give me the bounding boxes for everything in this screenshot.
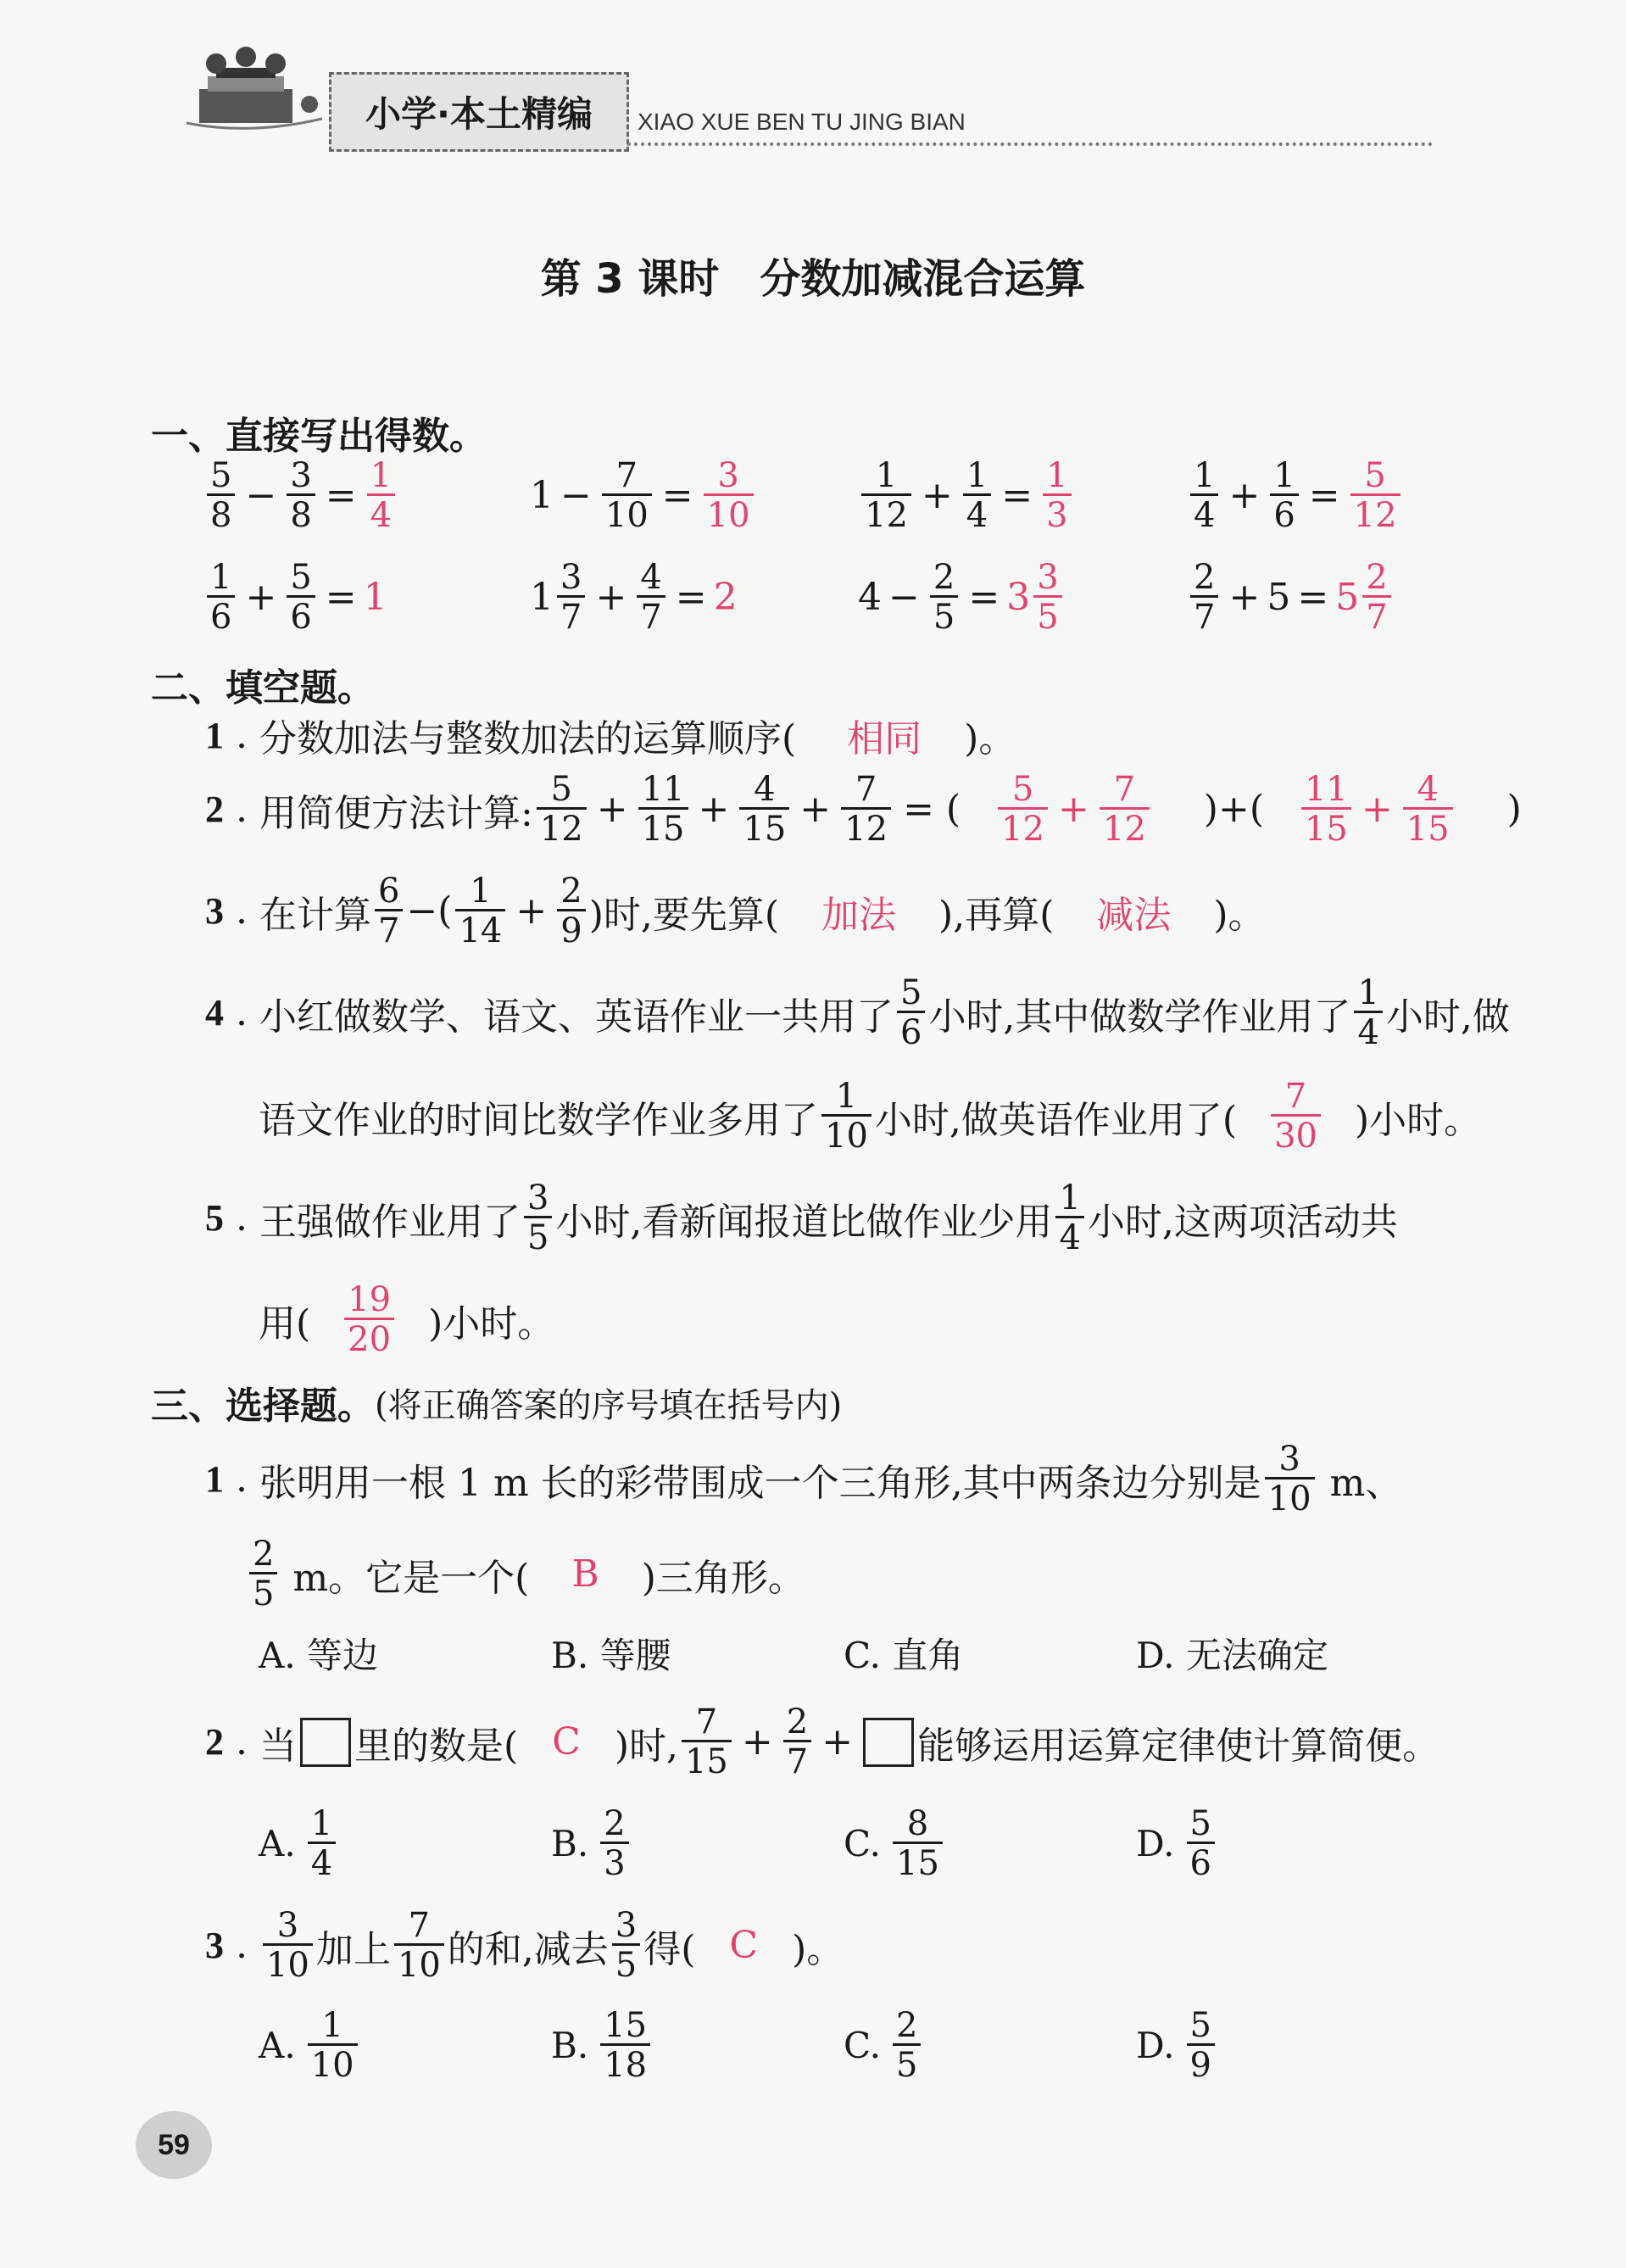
section3-title-row	[151, 1375, 842, 1429]
s1-item-4: $\frac{1}{4}$ + $\frac{1}{6}$ = $\frac{5}{12}$	[1187, 458, 1404, 533]
s3-q1-option-a: A. 等边	[259, 1635, 379, 1676]
section2-title: 二、填空题。	[151, 666, 375, 710]
s3-q1-line2: $\frac{2}{5}$ m。它是一个( B )三角形。	[246, 1536, 805, 1612]
s3-q2-option-d: D. $\frac{5}{6}$	[1136, 1806, 1218, 1881]
s1-item-3: $\frac{1}{12}$ + $\frac{1}{4}$ = $\frac{1}{3}$	[858, 458, 1075, 533]
s2-q4-line1: 4 . 小红做数学、语文、英语作业一共用了 $\frac{5}{6}$ 小时,其中做数学作业用了 $\frac{1}{4}$ 小时,做	[205, 973, 1510, 1052]
book-title: 小学·本土精编	[365, 93, 593, 135]
s1-item-6: 1 $\frac{3}{7}$ + $\frac{4}{7}$ = 2	[530, 558, 738, 637]
page-number-badge	[136, 2111, 212, 2179]
s3-q1-line1: 1 . 张明用一根 1 m 长的彩带围成一个三角形,其中两条边分别是 $\frac{3}{10}$ m、	[205, 1440, 1403, 1519]
s2-q5-line1: 5 . 王强做作业用了 $\frac{3}{5}$ 小时,看新闻报道比做作业少用 $\frac{1}{4}$ 小时,这两项活动共	[205, 1179, 1398, 1257]
header-title-box	[329, 72, 629, 152]
s3-q3-option-b: B. $\frac{15}{18}$	[551, 2008, 654, 2083]
blank-box	[300, 1718, 351, 1767]
header-illustration	[182, 38, 326, 136]
s3-q3-option-d: D. $\frac{5}{9}$	[1136, 2008, 1218, 2083]
s1-item-2: 1 − $\frac{7}{10}$ = $\frac{3}{10}$	[530, 458, 757, 533]
header-pinyin: XIAO XUE BEN TU JING BIAN	[638, 109, 966, 135]
section3-title: 三、选择题。	[151, 1385, 375, 1428]
s2-q5-line2: 用( $\frac{19}{20}$ )小时。	[259, 1280, 555, 1359]
s3-q2-option-a: A. $\frac{1}{4}$	[259, 1806, 339, 1881]
s3-q1-option-c: C. 直角	[844, 1635, 964, 1676]
s2-q1: 1 . 分数加法与整数加法的运算顺序( 相同 )。	[205, 713, 1016, 761]
s1-item-7: 4 − $\frac{2}{5}$ = 3 $\frac{3}{5}$	[858, 560, 1066, 635]
s3-q3: 3 . $\frac{3}{10}$ 加上 $\frac{7}{10}$ 的和,减去 $\frac{3}{5}$ 得( C )。	[205, 1906, 844, 1985]
s3-q2-option-c: C. $\frac{8}{15}$	[844, 1806, 946, 1881]
s3-q1-option-b: B. 等腰	[551, 1635, 671, 1676]
s2-q3: 3 . 在计算 $\frac{6}{7}$ −( $\frac{1}{14}$ + $\frac{2}{9}$ )时,要先算( 加法 ),再算( 减法 )。	[205, 872, 1266, 950]
answer: $\frac{1}{4}$	[367, 458, 395, 533]
s1-item-1: $\frac{5}{8}$ − $\frac{3}{8}$ = $\frac{1}{4}$	[203, 458, 398, 533]
s2-q2: 2 . 用简便方法计算: $\frac{5}{12}$ + $\frac{11}{15}$ + $\frac{4}{15}$ + $\frac{7}{12}$ = ( $\frac{5}{12}$ + $\frac{7}{12}$ )+( $\frac{11}{15}$ + $\frac{4}{15}$ )	[205, 770, 1522, 849]
s1-item-8: $\frac{2}{7}$ + 5 = 5 $\frac{2}{7}$	[1187, 560, 1395, 635]
lesson-title: 第 3 课时 分数加减混合运算	[540, 255, 1086, 303]
section1-title: 一、直接写出得数。	[151, 415, 487, 458]
s3-q2: 2 . 当 里的数是( C )时, $\frac{7}{15}$ + $\frac{2}{7}$ + 能够运用运算定律使计算简便。	[205, 1702, 1440, 1781]
s3-q3-option-a: A. $\frac{1}{10}$	[259, 2008, 361, 2083]
s1-item-5: $\frac{1}{6}$ + $\frac{5}{6}$ = 1	[203, 560, 387, 635]
s2-q4-line2: 语文作业的时间比数学作业多用了 $\frac{1}{10}$ 小时,做英语作业用了( $\frac{7}{30}$ )小时。	[259, 1077, 1482, 1156]
s3-q2-option-b: B. $\frac{2}{3}$	[551, 1806, 632, 1881]
s3-q1-option-d: D. 无法确定	[1136, 1635, 1328, 1676]
blank-box	[863, 1718, 914, 1767]
page-number: 59	[158, 2128, 190, 2161]
header-divider	[627, 142, 1433, 146]
s3-q3-option-c: C. $\frac{2}{5}$	[844, 2008, 924, 2083]
section3-note: (将正确答案的序号填在括号内)	[375, 1385, 843, 1425]
